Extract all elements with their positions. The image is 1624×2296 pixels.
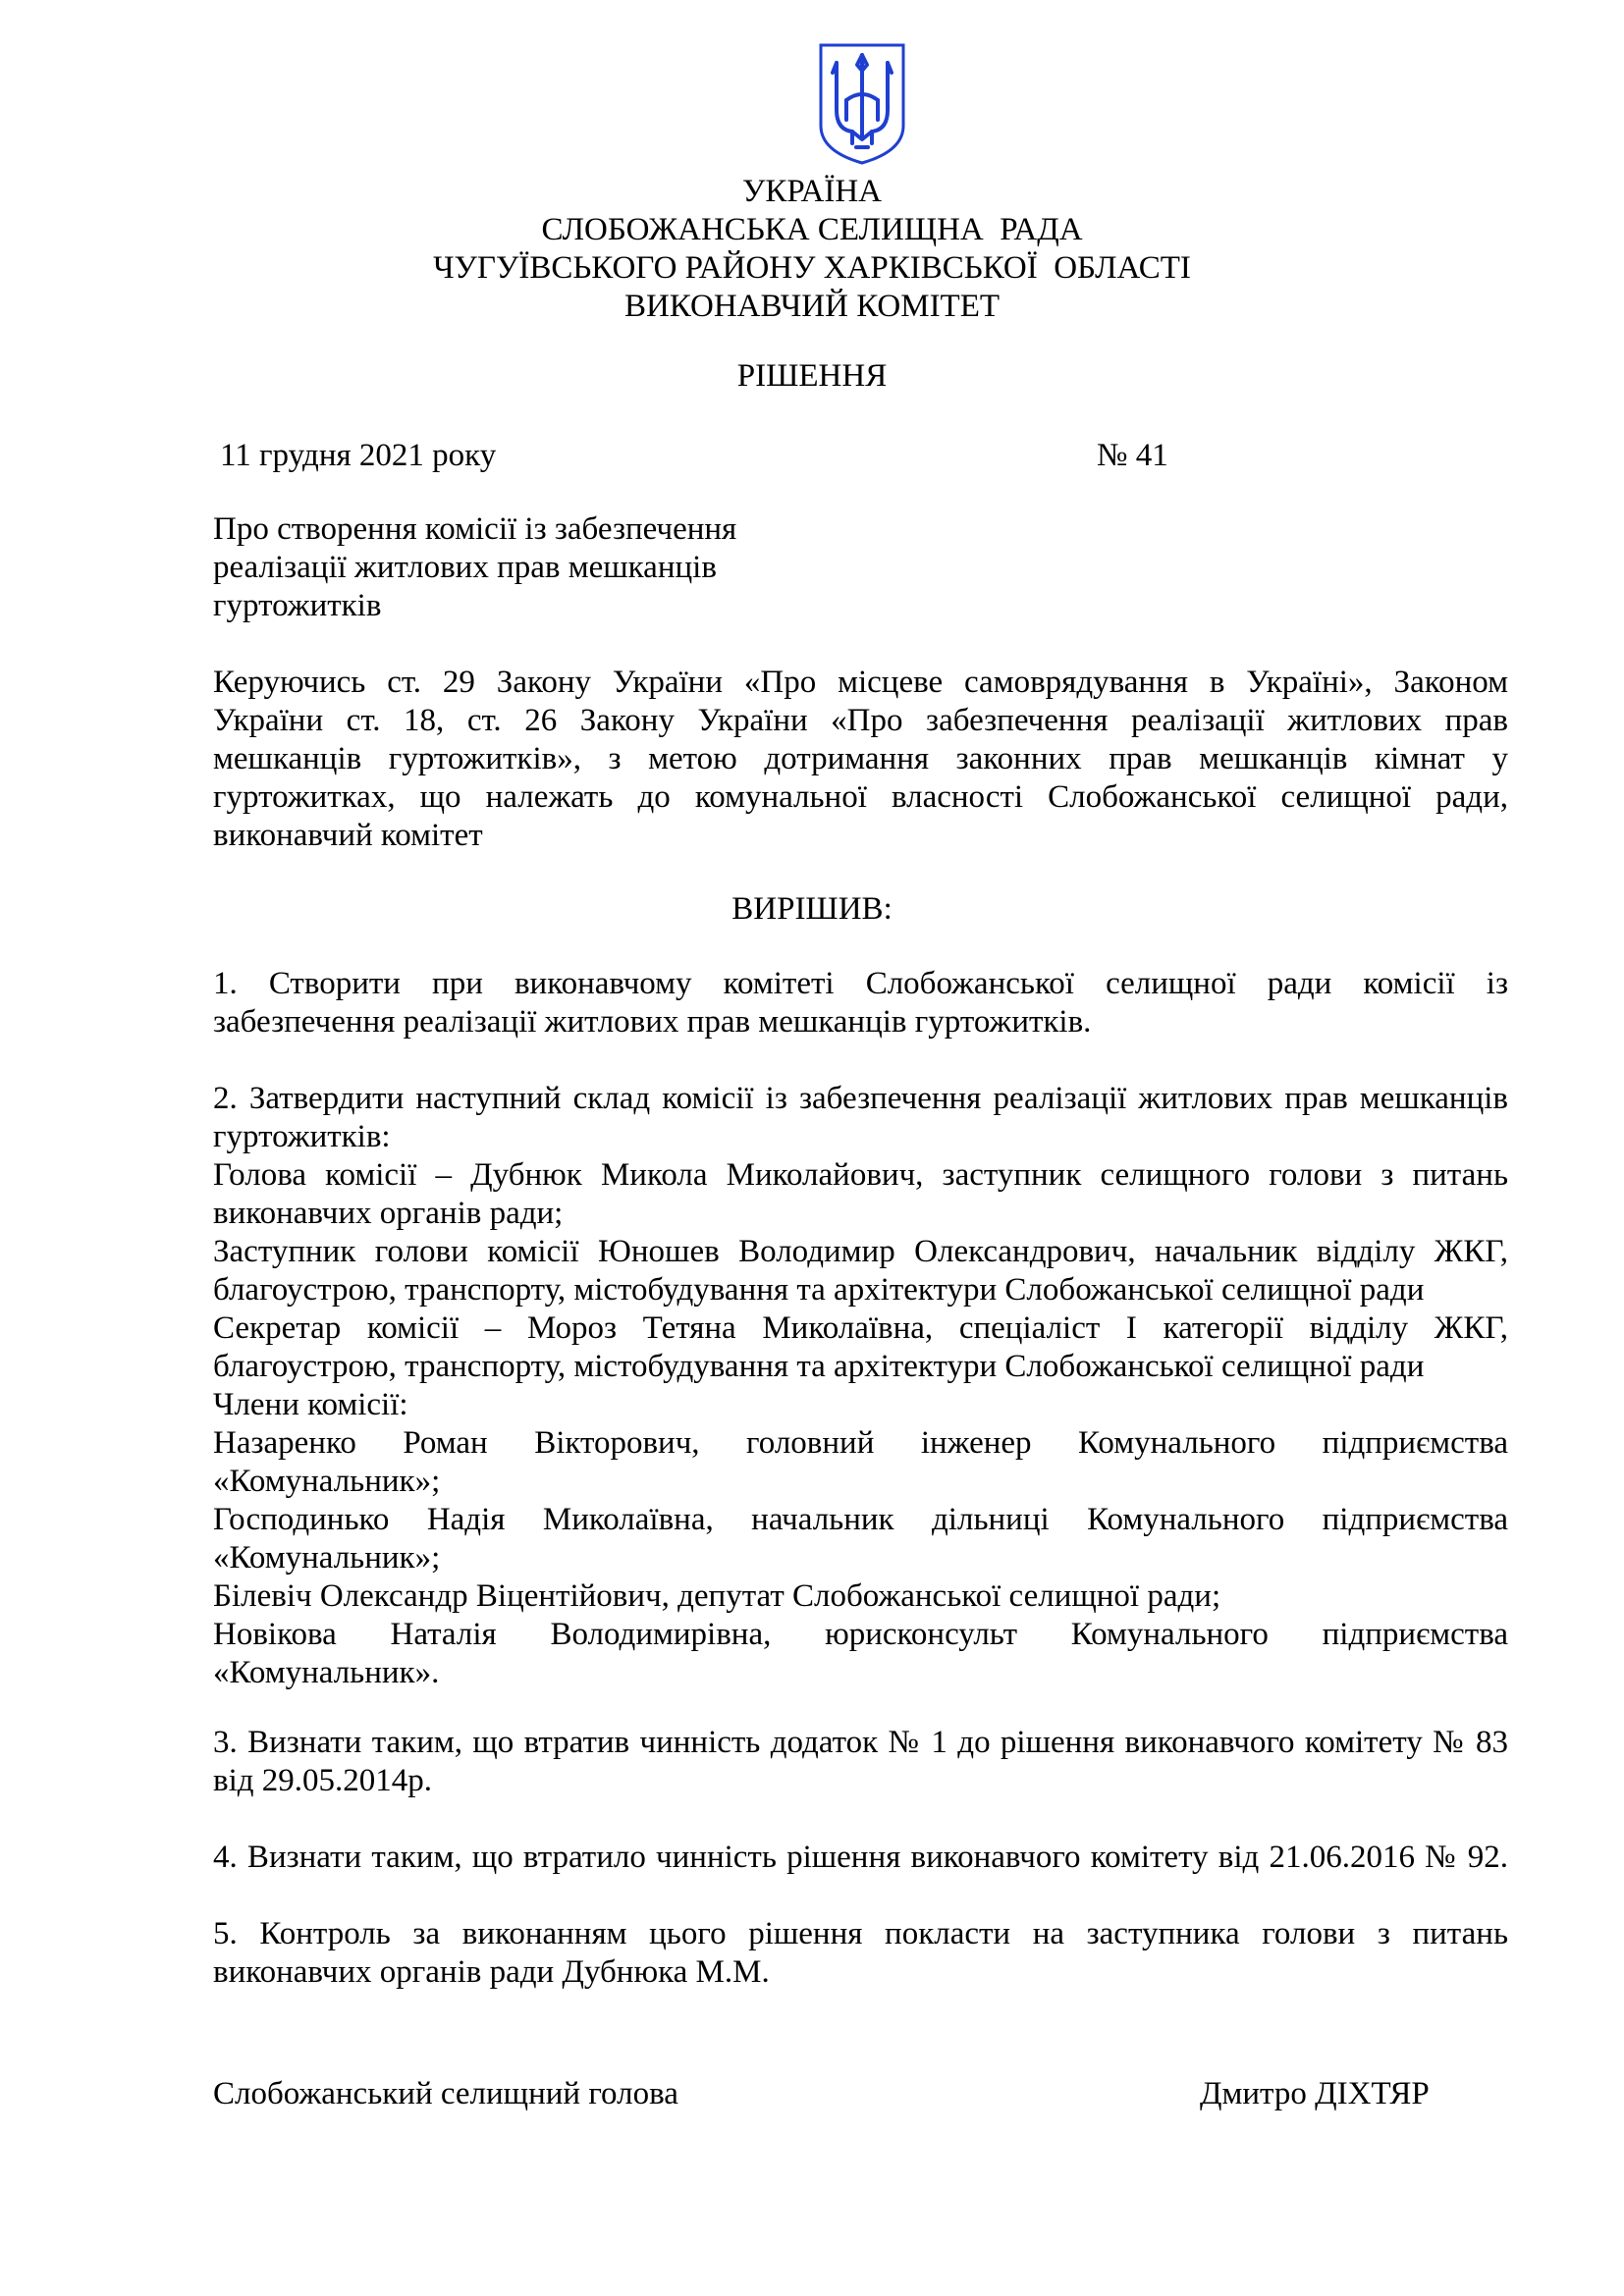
item-line: Назаренко Роман Вікторович, головний інженер Комунального підприємства bbox=[213, 1425, 1508, 1461]
preamble-line: виконавчий комітет bbox=[213, 818, 483, 853]
item-5 bbox=[213, 1915, 1508, 1992]
item-line: Заступник голови комісії Юношев Володимир Олександрович, начальник відділу ЖКГ, bbox=[213, 1234, 1508, 1269]
preamble-line: Керуючись ст. 29 Закону України «Про місцеве самоврядування в Україні», Законом bbox=[213, 665, 1508, 700]
preamble bbox=[213, 664, 1508, 855]
item-line: виконавчих органів ради; bbox=[213, 1196, 564, 1231]
decision-date: 11 грудня 2021 року bbox=[220, 438, 497, 473]
item-line: 3. Визнати таким, що втратив чинність додаток № 1 до рішення виконавчого комітету № 83 bbox=[213, 1725, 1508, 1760]
item-line: 2. Затвердити наступний склад комісії із забезпечення реалізації житлових прав мешканців bbox=[213, 1081, 1508, 1116]
trident-coat-of-arms-icon bbox=[817, 41, 907, 167]
decision-title: РІШЕННЯ bbox=[736, 358, 888, 394]
item-line: «Комунальник». bbox=[213, 1655, 440, 1690]
item-line: від 29.05.2014р. bbox=[213, 1763, 433, 1798]
item-line: забезпечення реалізації житлових прав мешканців гуртожитків. bbox=[213, 1004, 1092, 1040]
item-2 bbox=[213, 1080, 1508, 1692]
item-3 bbox=[213, 1724, 1508, 1800]
header bbox=[0, 173, 1624, 326]
item-1 bbox=[213, 965, 1508, 1041]
signature-title: Слобожанський селищний голова bbox=[213, 2076, 678, 2111]
item-line: гуртожитків: bbox=[213, 1119, 391, 1154]
header-country: УКРАЇНА bbox=[742, 174, 882, 209]
preamble-line: України ст. 18, ст. 26 Закону України «Про забезпечення реалізації житлових прав bbox=[213, 703, 1508, 738]
header-district: ЧУГУЇВСЬКОГО РАЙОНУ ХАРКІВСЬКОЇ ОБЛАСТІ bbox=[433, 250, 1191, 286]
preamble-line: мешканців гуртожитків», з метою дотримання законних прав мешканців кімнат у bbox=[213, 741, 1508, 776]
decision-number: № 41 bbox=[1097, 438, 1168, 473]
item-line: Господинько Надія Миколаївна, начальник дільниці Комунального підприємства bbox=[213, 1502, 1508, 1537]
item-line: 5. Контроль за виконанням цього рішення покласти на заступника голови з питань bbox=[213, 1916, 1508, 1951]
item-4 bbox=[213, 1839, 1508, 1877]
resolved-heading: ВИРІШИВ: bbox=[731, 891, 893, 927]
item-line: 1. Створити при виконавчому комітеті Слобожанської селищної ради комісії із bbox=[213, 966, 1508, 1001]
item-line: Голова комісії – Дубнюк Микола Миколайович, заступник селищного голови з питань bbox=[213, 1157, 1508, 1193]
subject-line: гуртожитків bbox=[213, 588, 382, 623]
item-line: благоустрою, транспорту, містобудування та архітектури Слобожанської селищної ради bbox=[213, 1272, 1425, 1308]
header-committee: ВИКОНАВЧИЙ КОМІТЕТ bbox=[623, 289, 1001, 324]
item-line: 4. Визнати таким, що втратило чинність рішення виконавчого комітету від 21.06.2016 № 92. bbox=[213, 1840, 1508, 1875]
item-line: Секретар комісії – Мороз Тетяна Миколаївна, спеціаліст І категорії відділу ЖКГ, bbox=[213, 1310, 1508, 1346]
preamble-line: гуртожитках, що належать до комунальної власності Слобожанської селищної ради, bbox=[213, 779, 1508, 815]
item-line: «Комунальник»; bbox=[213, 1540, 441, 1575]
item-line: «Комунальник»; bbox=[213, 1464, 441, 1499]
signature-name: Дмитро ДІХТЯР bbox=[1200, 2076, 1430, 2111]
subject-line: Про створення комісії із забезпечення bbox=[213, 511, 737, 547]
item-line: виконавчих органів ради Дубнюка М.М. bbox=[213, 1954, 770, 1990]
item-line: Білевіч Олександр Віцентійович, депутат Слобожанської селищної ради; bbox=[213, 1578, 1221, 1614]
item-line: Новікова Наталія Володимирівна, юрисконсульт Комунального підприємства bbox=[213, 1617, 1508, 1652]
decision-subject bbox=[213, 510, 822, 625]
subject-line: реалізації житлових прав мешканців bbox=[213, 550, 717, 585]
item-line: Члени комісії: bbox=[213, 1387, 408, 1422]
header-council: СЛОБОЖАНСЬКА СЕЛИЩНА РАДА bbox=[541, 212, 1083, 247]
item-line: благоустрою, транспорту, містобудування та архітектури Слобожанської селищної ради bbox=[213, 1349, 1425, 1384]
